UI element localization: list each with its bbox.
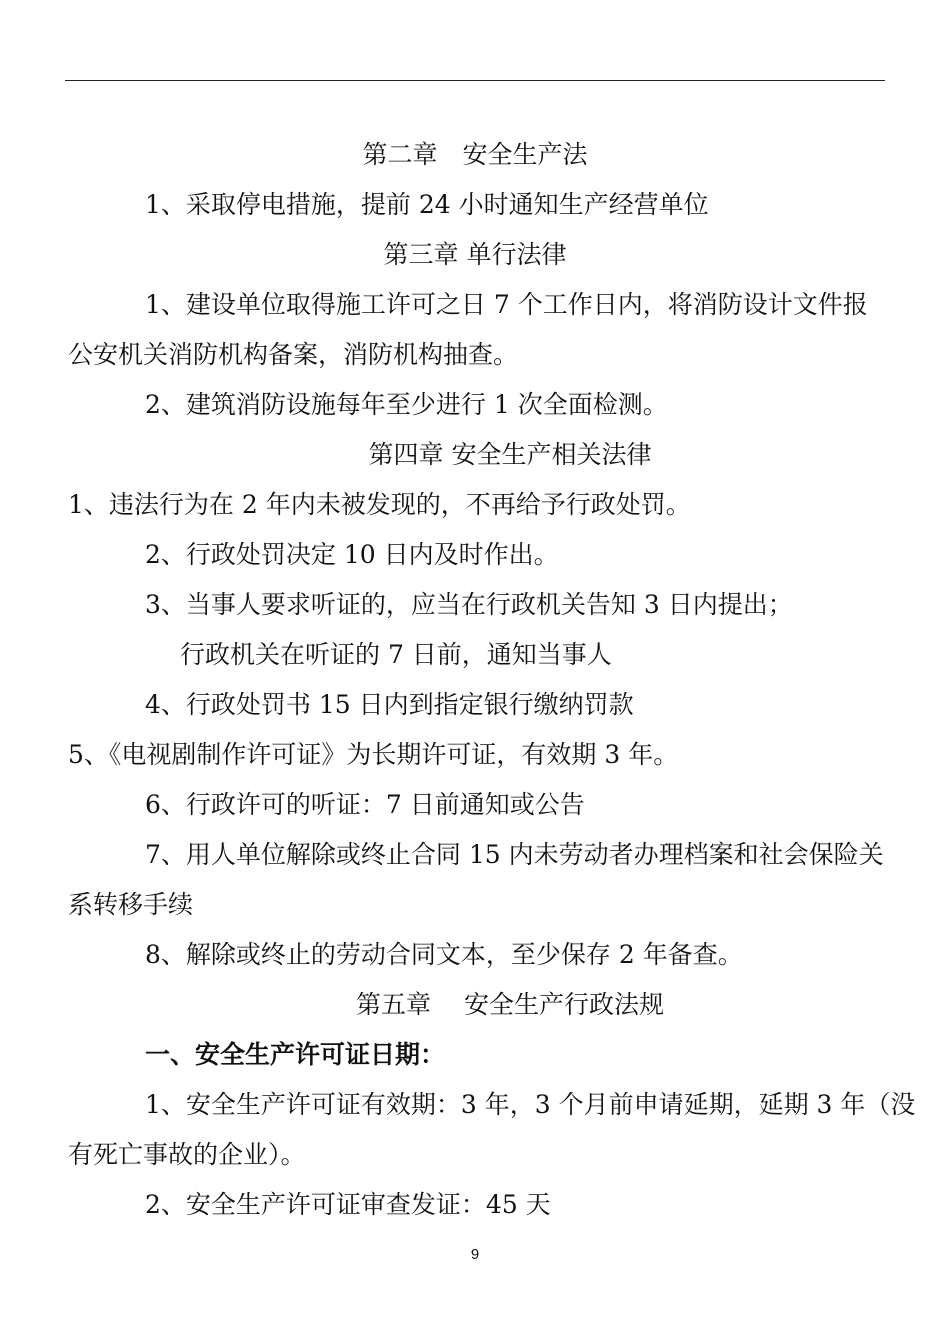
paragraph-continuation: 公安机关消防机构备案，消防机构抽查。 [68, 340, 519, 369]
paragraph: 2、安全生产许可证审查发证：45 天 [145, 1190, 551, 1219]
paragraph: 行政机关在听证的 7 日前，通知当事人 [180, 640, 612, 669]
chapter-3-heading: 第三章 单行法律 [383, 240, 567, 269]
chapter-5-heading: 第五章 安全生产行政法规 [356, 990, 664, 1019]
paragraph: 3、当事人要求听证的，应当在行政机关告知 3 日内提出； [145, 590, 793, 619]
chapter-4-heading: 第四章 安全生产相关法律 [368, 440, 652, 469]
paragraph: 4、行政处罚书 15 日内到指定银行缴纳罚款 [145, 690, 634, 719]
header-rule [65, 80, 885, 81]
paragraph: 7、用人单位解除或终止合同 15 内未劳动者办理档案和社会保险关 [145, 840, 884, 869]
paragraph-continuation: 系转移手续 [68, 890, 194, 919]
paragraph: 1、采取停电措施，提前 24 小时通知生产经营单位 [145, 190, 709, 219]
paragraph: 8、解除或终止的劳动合同文本，至少保存 2 年备查。 [145, 940, 743, 969]
paragraph: 1、安全生产许可证有效期：3 年，3 个月前申请延期，延期 3 年（没 [145, 1090, 916, 1119]
paragraph-continuation: 有死亡事故的企业）。 [68, 1140, 306, 1169]
section-heading: 一、安全生产许可证日期： [145, 1040, 446, 1069]
paragraph: 1、违法行为在 2 年内未被发现的，不再给予行政处罚。 [68, 490, 691, 519]
page-number: 9 [470, 1246, 480, 1263]
chapter-2-heading: 第二章 安全生产法 [362, 140, 588, 169]
paragraph: 6、行政许可的听证：7 日前通知或公告 [145, 790, 585, 819]
paragraph: 2、行政处罚决定 10 日内及时作出。 [145, 540, 559, 569]
paragraph: 2、建筑消防设施每年至少进行 1 次全面检测。 [145, 390, 668, 419]
paragraph: 5、《电视剧制作许可证》为长期许可证，有效期 3 年。 [68, 740, 679, 769]
paragraph: 1、建设单位取得施工许可之日 7 个工作日内，将消防设计文件报 [145, 290, 868, 319]
